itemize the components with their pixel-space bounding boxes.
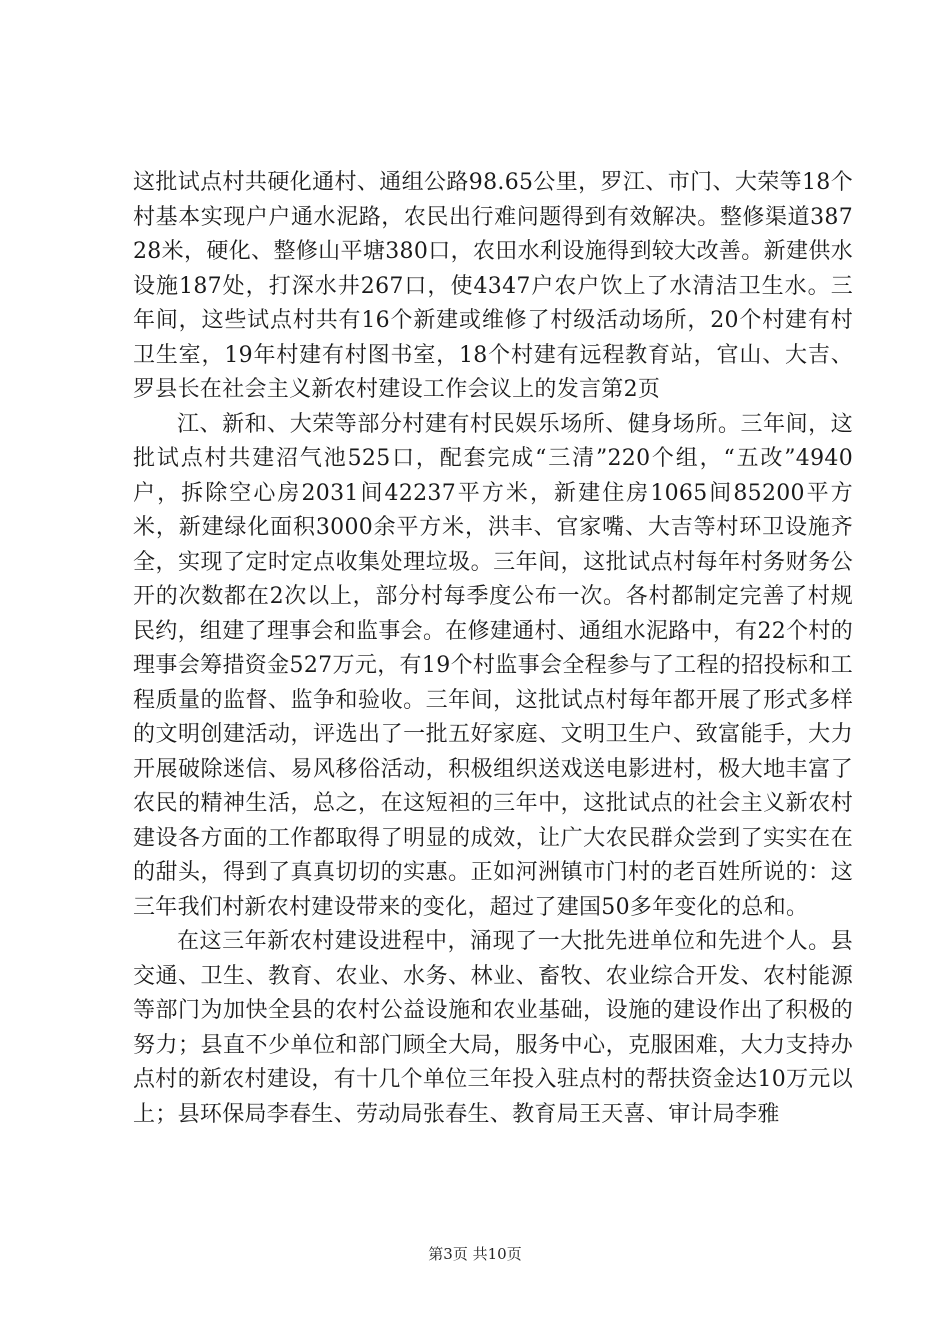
document-body (133, 166, 853, 1132)
paragraph-2: 江、新和、大荣等部分村建有村民娱乐场所、健身场所。三年间，这批试点村共建沼气池525口，配套完成“三清”220个组，“五改”4940户，拆除空心房2031间42237平方米，新建住房1065间85200平方米，新建绿化面积3000余平方米，洪丰、官家嘴、大吉等村环卫设施齐全，实现了定时定点收集处理垃圾。三年间，这批试点村每年村务财务公开的次数都在2次以上，部分村每季度公布一次。各村都制定完善了村规民约，组建了理事会和监事会。在修建通村、通组水泥路中，有22个村的理事会筹措资金527万元，有19个村监事会全程参与了工程的招投标和工程质量的监督、监争和验收。三年间，这批试点村每年都开展了形式多样的文明创建活动，评选出了一批五好家庭、文明卫生户、致富能手，大力开展破除迷信、易风移俗活动，积极组织送戏送电影进村，极大地丰富了农民的精神生活，总之，在这短袒的三年中，这批试点的社会主义新农村建设各方面的工作都取得了明显的成效，让广大农民群众尝到了实实在在的甜头，得到了真真切切的实惠。正如河洲镇市门村的老百姓所说的：这三年我们村新农村建设带来的变化，超过了建国50多年变化的总和。 (133, 411, 853, 920)
paragraph-1: 这批试点村共硬化通村、通组公路98.65公里，罗江、市门、大荣等18个村基本实现户户通水泥路，农民出行难问题得到有效解决。整修渠道38728米，硬化、整修山平塘380口，农田水利设施得到较大改善。新建供水设施187处，打深水井267口，使4347户农户饮上了水清洁卫生水。三年间，这些试点村共有16个新建或维修了村级活动场所，20个村建有村卫生室，19年村建有村图书室，18个村建有远程教育站，官山、大吉、罗县长在社会主义新农村建设工作会议上的发言第2页 (133, 170, 853, 402)
paragraph-3: 在这三年新农村建设进程中，涌现了一大批先进单位和先进个人。县交通、卫生、教育、农业、水务、林业、畜牧、农业综合开发、农村能源等部门为加快全县的农村公益设施和农业基础，设施的建设作出了积极的努力；县直不少单位和部门顾全大局，服务中心，克服困难，大力支持办点村的新农村建设，有十几个单位三年投入驻点村的帮扶资金达10万元以上；县环保局李春生、劳动局张春生、教育局王天喜、审计局李雅 (133, 929, 853, 1127)
page-number-footer: 第3页 共10页 (428, 1245, 522, 1263)
